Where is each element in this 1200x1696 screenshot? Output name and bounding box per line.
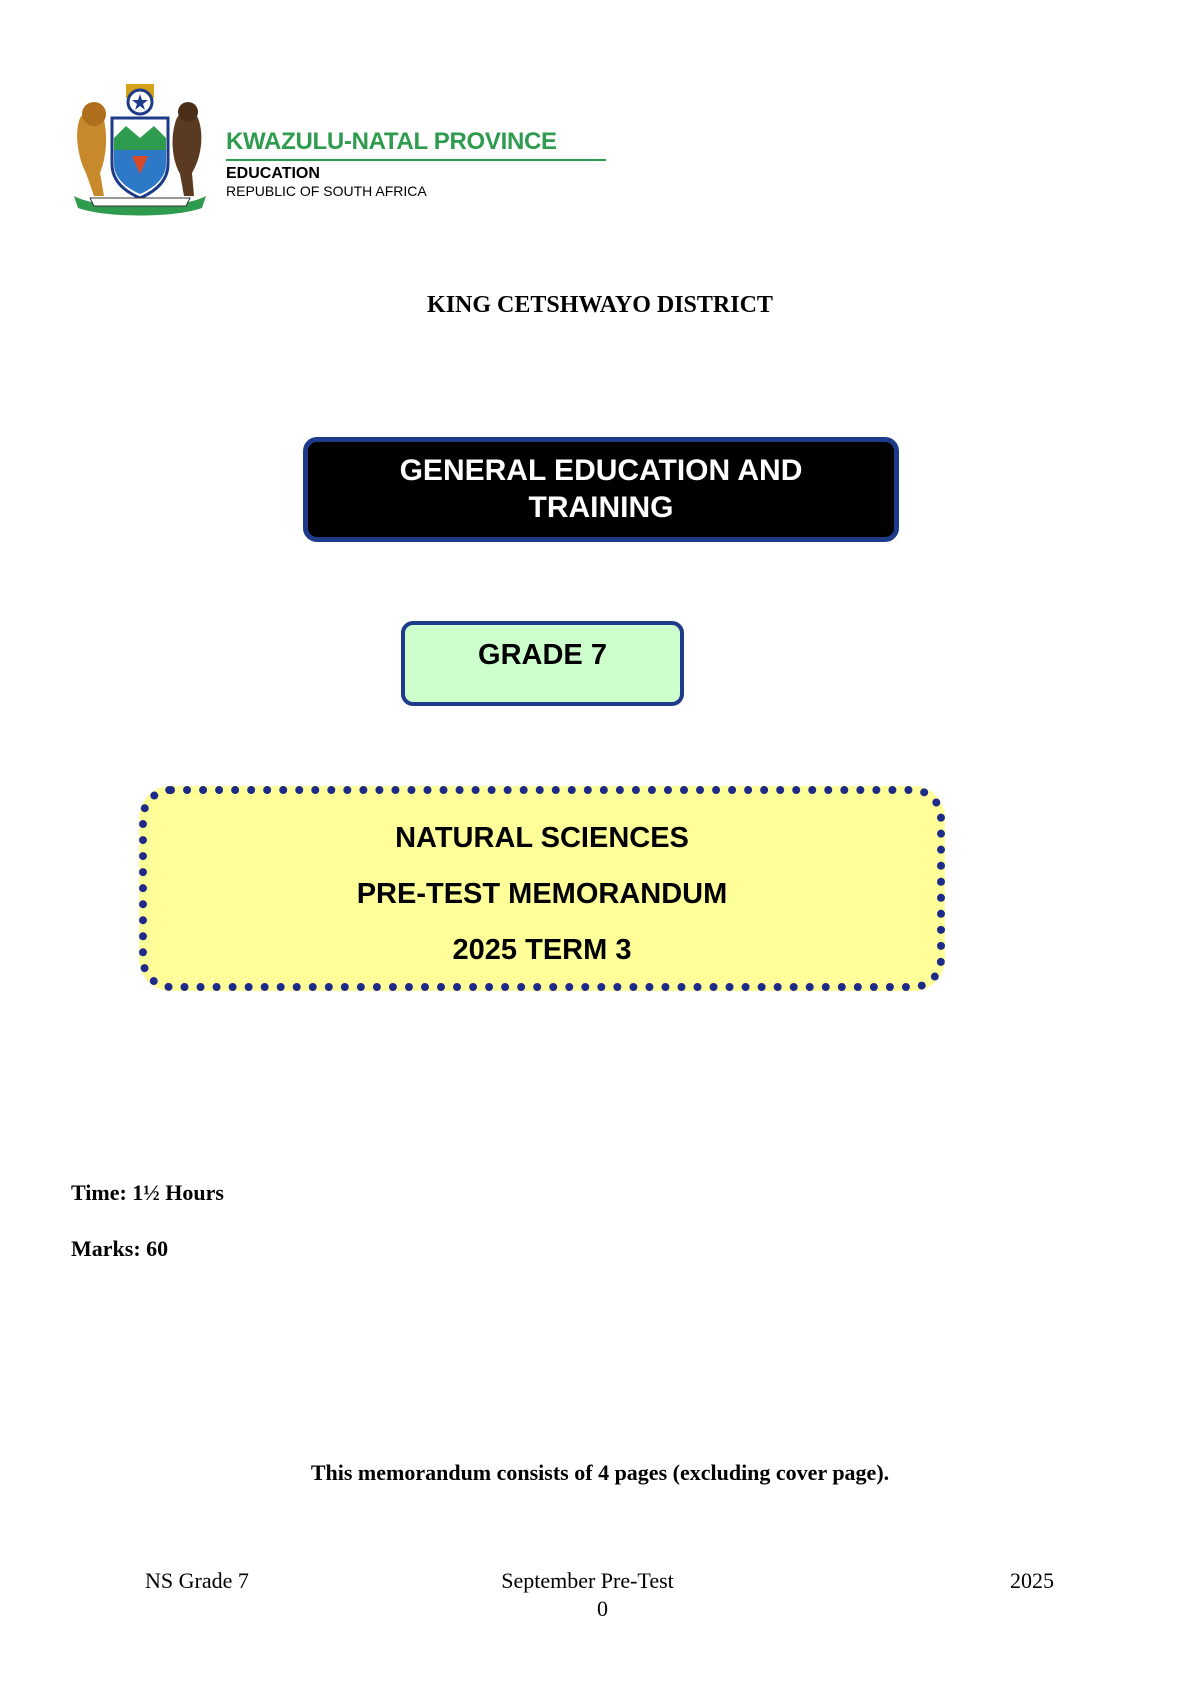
- footer-center: September Pre-Test: [501, 1568, 674, 1593]
- page-number: 0: [597, 1596, 608, 1621]
- phase-banner: [303, 437, 899, 542]
- phase-line-2: TRAINING: [528, 491, 674, 524]
- department-name: EDUCATION: [226, 165, 320, 182]
- subject-panel: [139, 786, 945, 991]
- phase-line-1: GENERAL EDUCATION AND: [399, 454, 803, 487]
- total-marks: Marks: 60: [71, 1236, 169, 1261]
- paper-type: PRE-TEST MEMORANDUM: [356, 878, 728, 910]
- province-name: KWAZULU-NATAL PROVINCE: [226, 128, 606, 161]
- country-name: REPUBLIC OF SOUTH AFRICA: [226, 183, 427, 199]
- paper-term: 2025 TERM 3: [452, 934, 632, 966]
- organisation-header: [226, 128, 606, 199]
- kzn-coat-of-arms-icon: [70, 78, 210, 216]
- footer-right: 2025: [1010, 1568, 1054, 1593]
- grade-badge: GRADE 7: [401, 621, 684, 706]
- time-allowed: Time: 1½ Hours: [71, 1180, 224, 1205]
- subject-name: NATURAL SCIENCES: [395, 822, 689, 854]
- footer-left: NS Grade 7: [145, 1568, 249, 1593]
- page-count-note: This memorandum consists of 4 pages (excluding cover page).: [310, 1460, 890, 1485]
- district-title: KING CETSHWAYO DISTRICT: [427, 292, 773, 318]
